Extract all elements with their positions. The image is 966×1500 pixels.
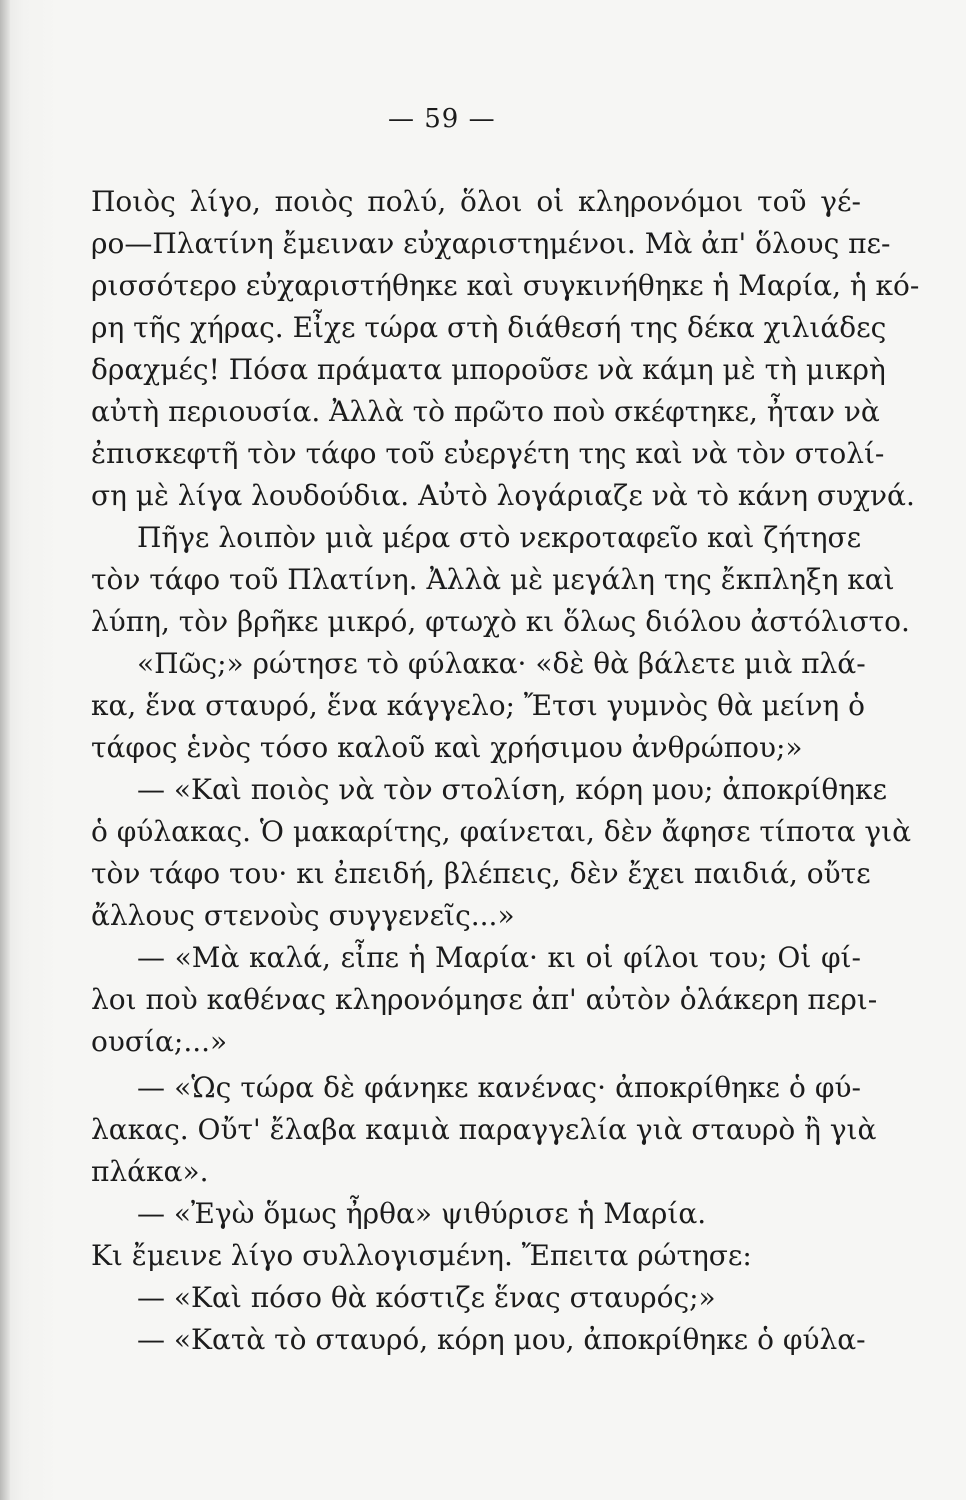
text-line: ἐπισκεφτῆ τὸν τάφο τοῦ εὐεργέτη της καὶ νὰ τὸν στολί- [91, 437, 885, 470]
text-line: τάφος ἑνὸς τόσο καλοῦ καὶ χρήσιμου ἀνθρώπου;» [91, 731, 803, 764]
text-line: τὸν τάφο τοῦ Πλατίνη. Ἀλλὰ μὲ μεγάλη της ἔκπληξη καὶ [91, 563, 895, 596]
text-line: τὸν τάφο του· κι ἐπειδή, βλέπεις, δὲν ἔχει παιδιά, οὔτε [91, 857, 871, 890]
text-line: ρισσότερο εὐχαριστήθηκε καὶ συγκινήθηκε ἡ Μαρία, ἡ κό- [91, 269, 920, 302]
text-line: — «Καὶ ποιὸς νὰ τὸν στολίση, κόρη μου; ἀποκρίθηκε [137, 773, 888, 806]
text-line: Ποιὸς λίγο, ποιὸς πολύ, ὅλοι οἱ κληρονόμοι τοῦ γέ- [91, 185, 861, 218]
text-line: — «Μὰ καλά, εἶπε ἡ Μαρία· κι οἱ φίλοι του; Οἱ φί- [137, 941, 861, 974]
text-line: πλάκα». [91, 1155, 209, 1188]
text-line: ἄλλους στενοὺς συγγενεῖς...» [91, 899, 515, 932]
text-line: — «Καὶ πόσο θὰ κόστιζε ἕνας σταυρός;» [137, 1281, 716, 1314]
text-line: ουσία;...» [91, 1025, 228, 1058]
page-spine-shadow [0, 0, 10, 1500]
body-text [91, 181, 920, 1361]
text-line: δραχμές! Πόσα πράματα μποροῦσε νὰ κάμη μὲ τὴ μικρὴ [91, 353, 886, 386]
text-line: Πῆγε λοιπὸν μιὰ μέρα στὸ νεκροταφεῖο καὶ ζήτησε [137, 521, 862, 554]
text-line: λακας. Οὔτ' ἔλαβα καμιὰ παραγγελία γιὰ σταυρὸ ἢ γιὰ [91, 1113, 877, 1146]
text-line: ὁ φύλακας. Ὁ μακαρίτης, φαίνεται, δὲν ἄφησε τίποτα γιὰ [91, 815, 912, 848]
page-number: — 59 — [388, 104, 496, 134]
text-line: αὐτὴ περιουσία. Ἀλλὰ τὸ πρῶτο ποὺ σκέφτηκε, ἦταν νὰ [91, 395, 880, 428]
text-line: Κι ἔμεινε λίγο συλλογισμένη. Ἔπειτα ρώτησε: [91, 1239, 752, 1272]
text-line: ση μὲ λίγα λουδούδια. Αὐτὸ λογάριαζε νὰ τὸ κάνη συχνά. [91, 479, 915, 512]
text-line: λύπη, τὸν βρῆκε μικρό, φτωχὸ κι ὅλως διόλου ἀστόλιστο. [91, 605, 910, 638]
text-line: ρη τῆς χήρας. Εἶχε τώρα στὴ διάθεσή της δέκα χιλιάδες [91, 311, 887, 344]
text-line: κα, ἕνα σταυρό, ἕνα κάγγελο; Ἔτσι γυμνὸς θὰ μείνη ὁ [91, 689, 865, 722]
text-line: — «Κατὰ τὸ σταυρό, κόρη μου, ἀποκρίθηκε ὁ φύλα- [137, 1323, 866, 1356]
text-line: — «Ὡς τώρα δὲ φάνηκε κανένας· ἀποκρίθηκε ὁ φύ- [137, 1071, 861, 1104]
text-line: λοι ποὺ καθένας κληρονόμησε ἀπ' αὐτὸν ὁλάκερη περι- [91, 983, 878, 1016]
text-line: «Πῶς;» ρώτησε τὸ φύλακα· «δὲ θὰ βάλετε μιὰ πλά- [137, 647, 866, 680]
text-line: — «Ἐγὼ ὅμως ἦρθα» ψιθύρισε ἡ Μαρία. [137, 1197, 707, 1230]
text-line: ρο—Πλατίνη ἔμειναν εὐχαριστημένοι. Μὰ ἀπ' ὅλους πε- [91, 227, 891, 260]
